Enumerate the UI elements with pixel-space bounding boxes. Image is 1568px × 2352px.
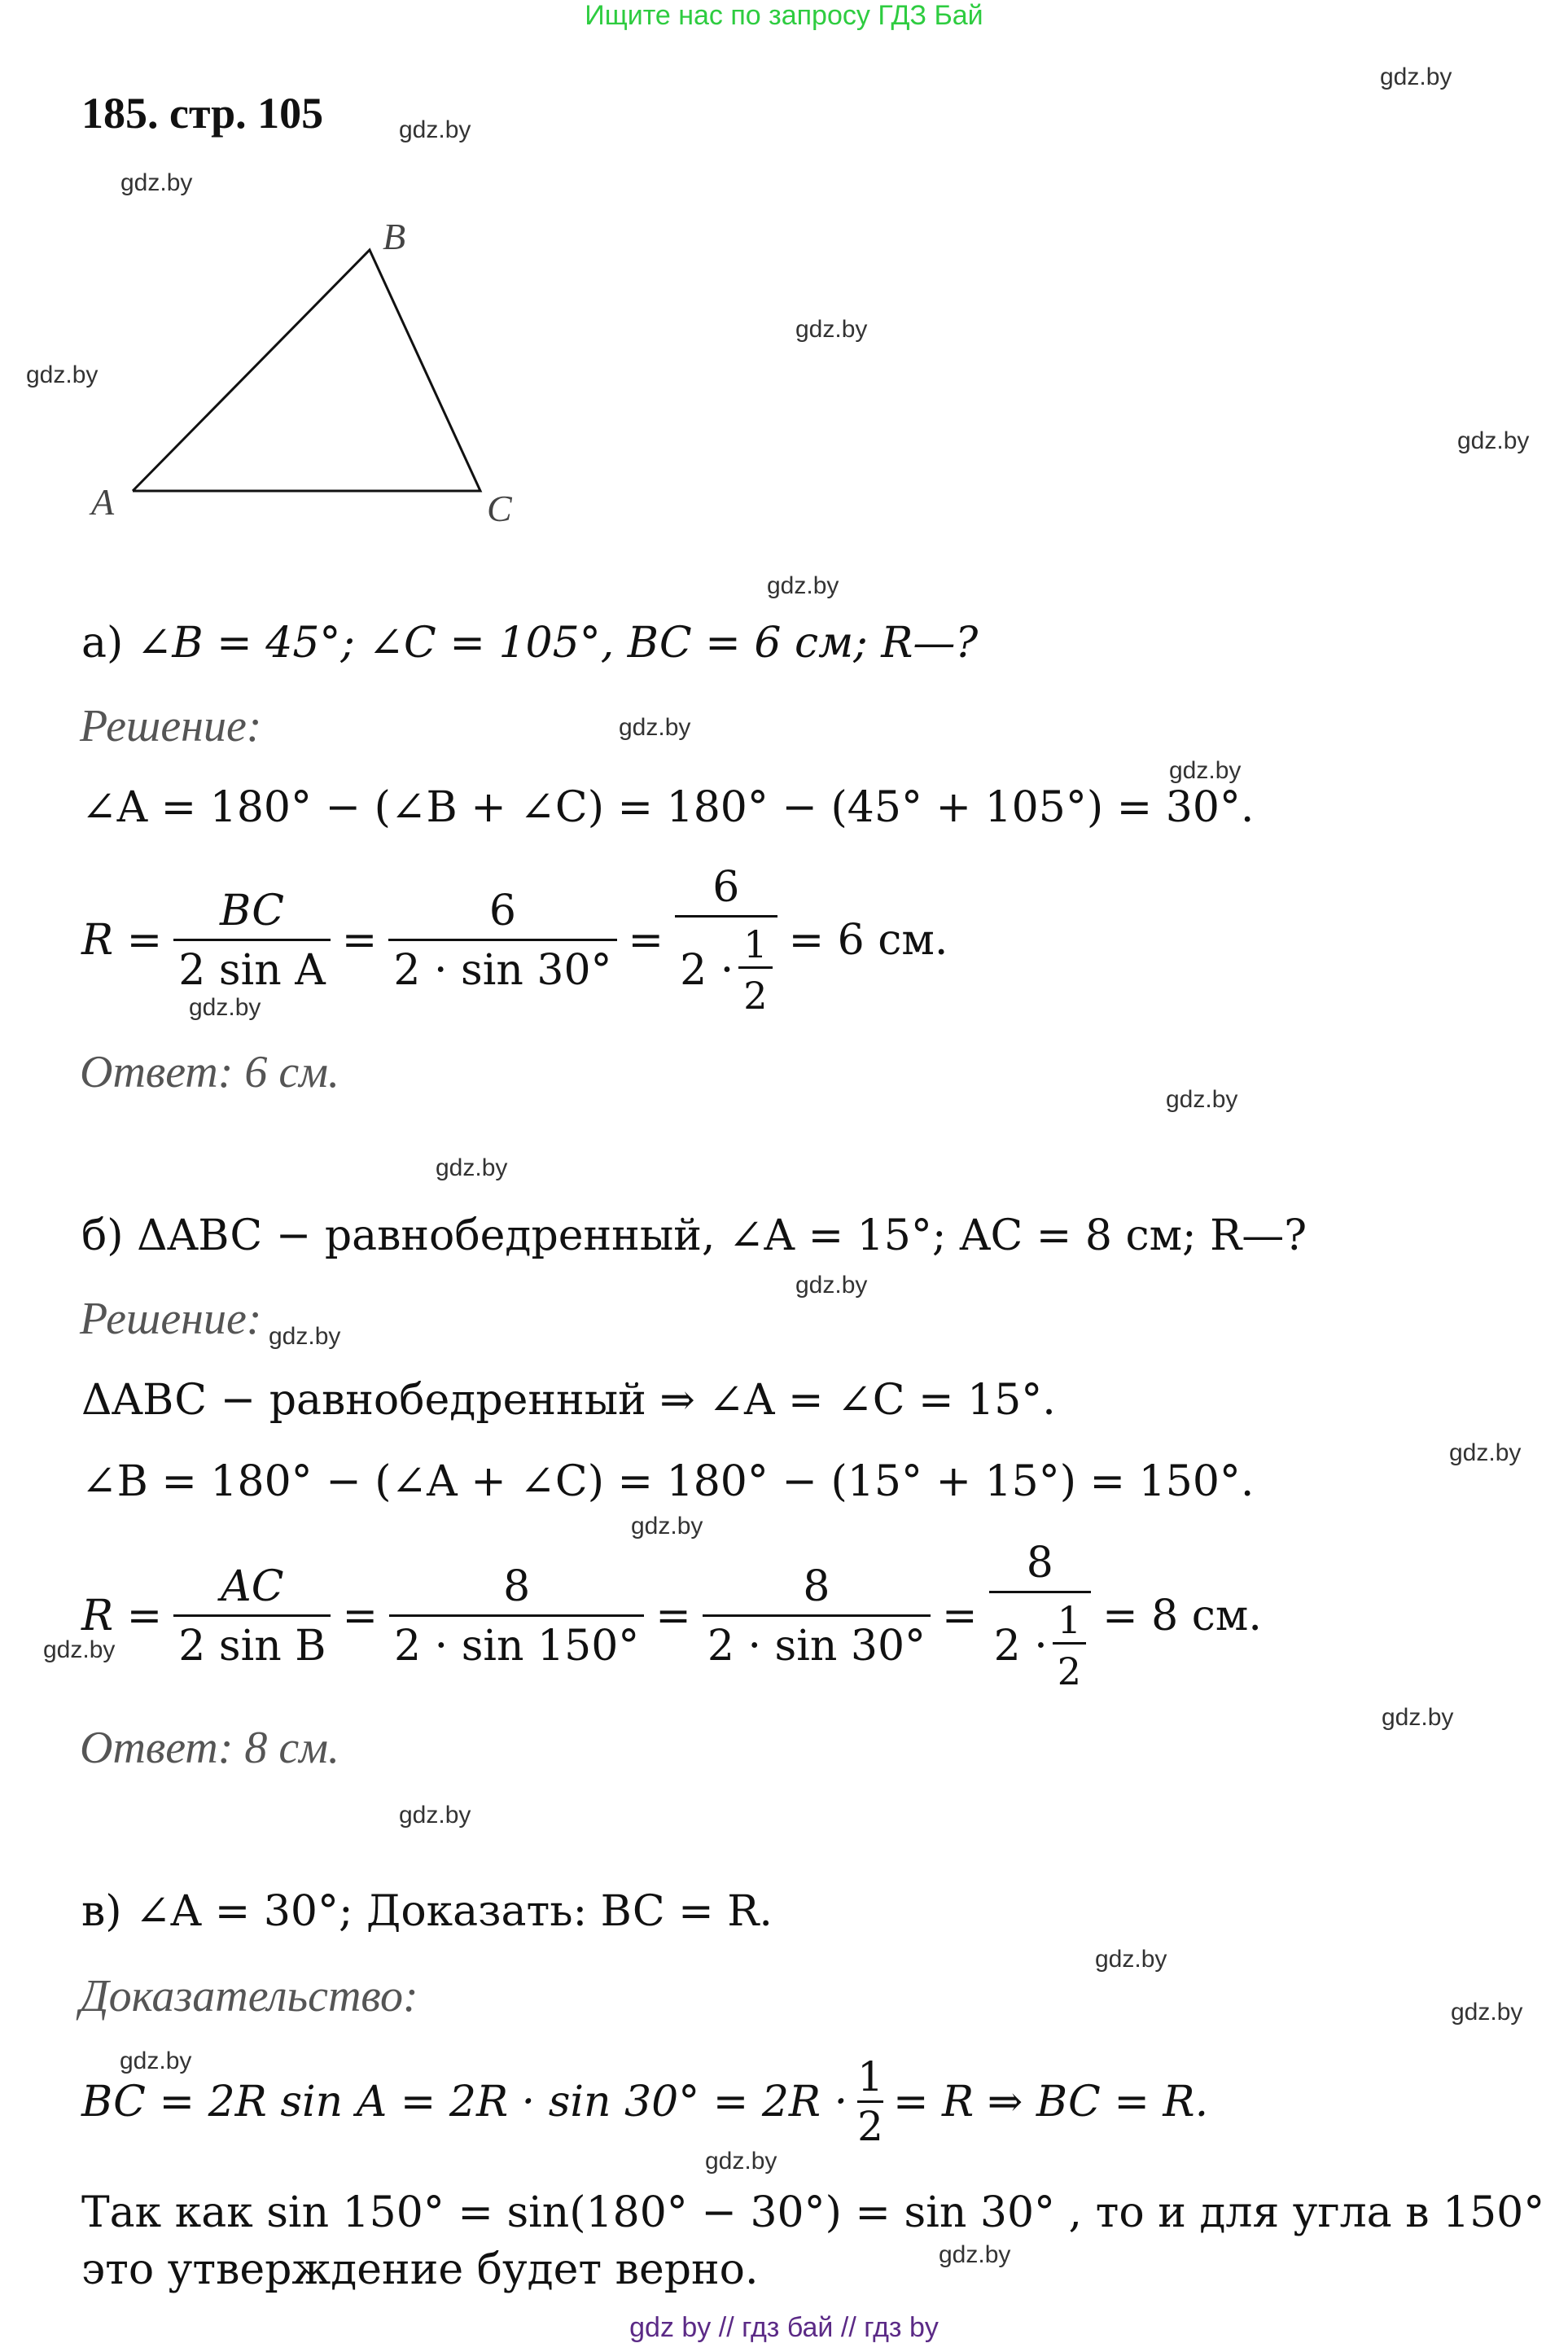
watermark: gdz.by xyxy=(120,169,193,196)
part-b-solution-header: Решение: xyxy=(80,1294,262,1344)
small-fraction: 1 2 xyxy=(1053,1598,1086,1693)
watermark: gdz.by xyxy=(120,2048,192,2074)
part-c-given: в) ∠A = 30°; Доказать: BC = R. xyxy=(81,1887,773,1936)
watermark: gdz.by xyxy=(1095,1946,1167,1973)
watermark: gdz.by xyxy=(939,2241,1011,2268)
watermark: gdz.by xyxy=(795,1272,868,1299)
watermark: gdz.by xyxy=(767,572,839,599)
watermark: gdz.by xyxy=(1380,64,1452,90)
watermark: gdz.by xyxy=(1449,1439,1522,1466)
part-c-note-line1: Так как sin 150° = sin(180° − 30°) = sin 30° , то и для угла в 150° xyxy=(81,2188,1545,2237)
fraction: $\frac{6}{2 \cdot \sin 30^\circ}$ xyxy=(388,887,616,995)
part-a-answer: Ответ: 6 см. xyxy=(80,1047,339,1097)
fraction: $\frac{AC}{\text{2 sin B}}$ xyxy=(173,1562,331,1671)
vertex-label-c: C xyxy=(487,488,512,529)
fraction: $\frac{8}{2 \cdot \sin 30^\circ}$ xyxy=(703,1562,931,1671)
fraction: $\frac{BC}{\text{2 sin A}}$ xyxy=(173,887,331,995)
part-a-solution-header: Решение: xyxy=(80,701,262,751)
part-c-proof-line: BC = 2R sin A = 2R · sin 30° = 2R · $\frac{1}{2}$ = R ⇒ BC = R. xyxy=(81,2053,1209,2150)
part-b-isosceles: ΔABC − равнобедренный ⇒ ∠A = ∠C = 15°. xyxy=(81,1376,1056,1425)
watermark: gdz.by xyxy=(436,1154,508,1181)
watermark: gdz.by xyxy=(269,1323,341,1350)
problem-title: 185. стр. 105 xyxy=(81,89,324,138)
watermark: gdz.by xyxy=(631,1513,703,1540)
top-banner[interactable]: Ищите нас по запросу ГДЗ Бай xyxy=(585,0,983,31)
watermark: gdz.by xyxy=(619,714,691,741)
watermark: gdz.by xyxy=(26,361,99,388)
watermark: gdz.by xyxy=(189,994,261,1021)
watermark: gdz.by xyxy=(795,316,868,343)
part-a-radius-formula: R = $\frac{BC}{\text{2 sin A}}$ = $\frac{6}{2 \cdot \sin 30^\circ}$ = 6 2 · 1 2 = 6 см. xyxy=(81,863,948,1018)
watermark: gdz.by xyxy=(1166,1086,1238,1113)
footer-links[interactable]: gdz by // гдз бай // гдз by xyxy=(629,2312,939,2343)
fraction: 6 2 · 1 2 xyxy=(675,863,777,1018)
part-b-radius-formula: R = $\frac{AC}{\text{2 sin B}}$ = $\frac{8}{2 \cdot \sin 150^\circ}$ = $\frac{8}{2 \cdot \sin 30^\circ}$ = 8 2 · 1 2 = 8 см. xyxy=(81,1539,1262,1693)
part-b-angle-b: ∠B = 180° − (∠A + ∠C) = 180° − (15° + 15°) = 150°. xyxy=(81,1457,1255,1506)
vertex-label-a: A xyxy=(91,481,115,523)
triangle-abc xyxy=(133,250,480,491)
watermark: gdz.by xyxy=(43,1636,116,1663)
part-c-proof-header: Доказательство: xyxy=(80,1971,418,2021)
part-a-angle-a: ∠A = 180° − (∠B + ∠C) = 180° − (45° + 105°) = 30°. xyxy=(81,783,1255,832)
part-c-note-line2: это утверждение будет верно. xyxy=(81,2245,759,2294)
watermark: gdz.by xyxy=(399,116,471,143)
watermark: gdz.by xyxy=(1451,1999,1523,2026)
watermark: gdz.by xyxy=(1457,427,1530,454)
part-b-answer: Ответ: 8 см. xyxy=(80,1723,339,1773)
part-b-given: б) ΔABC − равнобедренный, ∠A = 15°; AC = 8 см; R—? xyxy=(81,1211,1307,1260)
small-fraction: $\frac{1}{2}$ xyxy=(857,2053,883,2150)
watermark: gdz.by xyxy=(399,1802,471,1829)
fraction: $\frac{8}{2 \cdot \sin 150^\circ}$ xyxy=(389,1562,644,1671)
triangle-figure xyxy=(0,0,1568,570)
vertex-label-b: B xyxy=(383,216,406,257)
small-fraction: 1 2 xyxy=(738,922,772,1018)
part-a-given: а) ∠B = 45°; ∠C = 105°, BC = 6 см; R—? xyxy=(81,619,979,668)
watermark: gdz.by xyxy=(705,2148,777,2175)
watermark: gdz.by xyxy=(1382,1704,1454,1731)
watermark: gdz.by xyxy=(1169,757,1242,784)
fraction: 8 2 · 1 2 xyxy=(989,1539,1091,1693)
